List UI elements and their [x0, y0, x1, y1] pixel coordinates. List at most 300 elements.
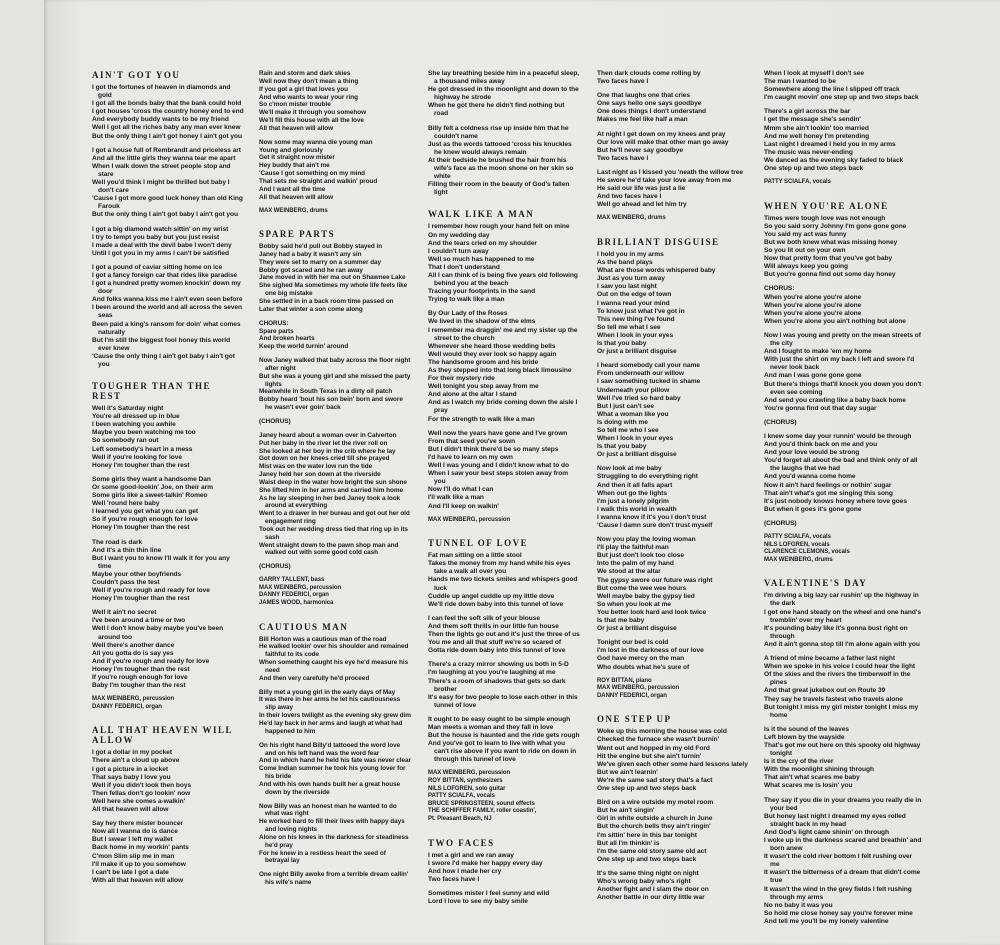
- lyric-line: For their mystery ride: [428, 375, 495, 383]
- credit-line: Pt. Pleasant Beach, NJ: [428, 816, 492, 822]
- lyric-line: Get it straight now mister: [259, 154, 335, 162]
- lyric-line: I wanna know if it's you I don't trust: [597, 513, 707, 521]
- lyric-line: No no baby it was you: [764, 901, 833, 909]
- lyric-line: Well if you're rough and ready for love: [92, 587, 210, 595]
- lyric-line: And if you're rough and ready for love: [92, 657, 210, 665]
- lyric-line: She looked at her boy in the crib where he lay: [259, 447, 396, 455]
- lyric-line: Man meets a woman and they fall in love: [428, 723, 554, 731]
- lyric-line: That ain't what scares me baby: [764, 774, 860, 782]
- lyric-line: And me well honey I'm pretending: [764, 132, 870, 140]
- lyric-stanza: [764, 520, 922, 528]
- lyric-line: They were set to marry on a summer day: [259, 258, 382, 266]
- lyric-line: Checked the furnace she wasn't burnin': [597, 736, 720, 744]
- lyric-line: Who's wrong baby who's right: [597, 877, 691, 885]
- song-section: [597, 714, 749, 902]
- lyric-line: Bird on a wire outside my motel room: [597, 799, 714, 807]
- lyric-stanza: [597, 251, 749, 356]
- lyric-line: I'm the same old story same old act: [597, 847, 707, 855]
- lyric-line: I got a hundred pretty women knockin' down my door: [92, 280, 241, 296]
- lyric-line: Another battle in our dirty little war: [597, 894, 705, 902]
- lyric-stanza: [259, 139, 411, 202]
- lyric-line: With the moonlight shining through: [764, 766, 874, 774]
- lyric-line: When I saw your best steps stolen away from you: [428, 470, 569, 486]
- lyric-line: Then fellas don't go lookin' now: [92, 789, 191, 797]
- lyric-line: But I'm still the biggest fool honey this world ever knew: [92, 336, 231, 352]
- lyric-column-2: [259, 70, 411, 899]
- lyric-line: I couldn't turn away: [428, 247, 489, 255]
- lyric-line: Alone on his knees in the darkness for steadiness he'd pray: [259, 833, 409, 849]
- song-title: CAUTIOUS MAN: [259, 621, 349, 632]
- lyric-stanza: [764, 70, 922, 102]
- lyric-stanza: [428, 615, 580, 655]
- lyric-line: Who doubts what he's sure of: [597, 663, 690, 671]
- lyric-line: It's easy for two people to lose each other in this tunnel of love: [428, 693, 578, 709]
- song-title: AIN'T GOT YOU: [92, 70, 181, 80]
- lyric-line: Well I don't know baby maybe you've been around too: [92, 625, 224, 641]
- lyric-line: Just as you turn away: [597, 275, 665, 283]
- lyric-line: Makes me feel like half a man: [597, 116, 688, 124]
- lyric-column-3: [428, 70, 580, 918]
- lyric-line: Times were tough love was not enough: [764, 214, 886, 222]
- lyric-line: One step up and two steps back: [597, 785, 697, 793]
- lyric-line: She settled in in a back room time passed on: [259, 298, 394, 305]
- lyric-line: The road is dark: [92, 538, 143, 546]
- lyric-line: Couldn't pass the test: [92, 578, 160, 586]
- lyric-line: Is doing with me: [597, 418, 648, 426]
- lyric-line: We'll make it through you somehow: [259, 109, 366, 117]
- lyric-column-4: [597, 70, 749, 914]
- lyric-line: But the only thing I ain't got honey I ain't got you: [92, 132, 242, 140]
- lyric-line: From that seed you've sown: [428, 437, 516, 445]
- lyric-line: And I want all the time: [259, 185, 326, 193]
- lyric-line: It ought to be easy ought to be simple enough: [428, 715, 571, 723]
- lyric-line: All that heaven will allow: [259, 193, 333, 201]
- lyric-line: There ain't a cloud up above: [92, 757, 180, 765]
- lyric-line: Last night I dreamed I held you in my arms: [764, 140, 896, 148]
- lyric-line: Filling their room in the beauty of God's fallen light: [428, 181, 570, 197]
- lyric-line: I remember ma draggin' me and my sister up the street to the church: [428, 326, 578, 342]
- credit-line: MAX WEINBERG, percussion: [597, 685, 680, 692]
- song-title: TWO FACES: [428, 837, 495, 848]
- lyric-line: One night Billy awoke from a terrible dream callin' his wife's name: [259, 871, 409, 887]
- lyric-line: Some girls like a sweet-talkin' Romeo: [92, 492, 208, 500]
- lyric-line: But we ain't learnin': [597, 768, 658, 776]
- lyric-line: Now it ain't hard feelings or nothin' sugar: [764, 481, 892, 489]
- credit-line: ROY BITTAN, piano: [597, 677, 652, 684]
- lyric-line: Janey held her son down at the riverside: [259, 471, 381, 479]
- song-section: [259, 229, 411, 607]
- lyric-line: Well would they ever look so happy again: [428, 350, 557, 358]
- lyric-line: Of the skies and the rivers the timberwolf in the pines: [764, 671, 911, 687]
- lyric-line: Went to a drawer in her bureau and got out her old engagement ring: [259, 510, 410, 526]
- lyric-stanza: [428, 70, 580, 119]
- lyric-line: You'd forget all about the bad and think only of all the laughs that we had: [764, 457, 918, 473]
- lyric-line: But the house is haunted and the ride gets rough: [428, 732, 580, 740]
- lyric-line: And how I made her cry: [428, 867, 502, 875]
- lyric-line: Now that pretty form that you've got baby: [764, 255, 893, 263]
- lyric-line: Tonight our bed is cold: [597, 639, 669, 647]
- song-section: [428, 70, 580, 197]
- lyric-line: The man I wanted to be: [764, 78, 836, 86]
- credit-line: MAX WEINBERG, percussion: [428, 770, 511, 777]
- lyric-stanza: [92, 539, 244, 604]
- lyric-line: You better look hard and look twice: [597, 608, 707, 616]
- lyric-line: Went out and hopped in my old Ford: [597, 744, 710, 752]
- lyric-line: Been paid a king's ransom for doin' what comes naturally: [92, 320, 241, 336]
- lyric-line: If you got a girl that loves you: [259, 85, 348, 93]
- lyric-stanza: [92, 609, 244, 690]
- lyric-line: CHORUS:: [259, 319, 289, 327]
- credit-line: PATTY SCIALFA, vocals: [428, 793, 495, 800]
- lyric-line: So tell me what I see: [597, 323, 661, 331]
- lyric-column-1: [92, 70, 244, 897]
- lyric-line: Well I've tried so hard baby: [597, 394, 681, 402]
- lyric-line: Baby I'm tougher than the rest: [92, 682, 186, 690]
- musician-credits: [428, 770, 580, 823]
- lyric-line: If you're rough enough for love: [92, 674, 188, 681]
- lyric-line: I got a house full of Rembrandt and priceless art: [92, 146, 241, 154]
- lyric-line: In their lovers twilight as the evening sky grew dim: [259, 712, 411, 720]
- lyric-line: Takes the money from my hand while his eyes take a walk all over you: [428, 560, 571, 576]
- lyric-line: It's just nobody knows honey where love goes: [764, 497, 907, 505]
- lyric-line: Well there's another dance: [92, 641, 175, 649]
- lyric-line: And you'd think back on me and you: [764, 441, 878, 449]
- lyric-line: I heard somebody call your name: [597, 362, 700, 370]
- lyric-line: One does things I don't understand: [597, 108, 707, 116]
- lyric-line: Well it ain't no secret: [92, 609, 157, 617]
- lyric-stanza: [92, 264, 244, 369]
- lyric-line: When out go the lights: [597, 489, 667, 497]
- lyric-line: When you're alone you ain't nothing but alone: [764, 317, 906, 325]
- lyric-line: Honey I'm tougher than the rest: [92, 595, 190, 603]
- lyric-line: She lay breathing beside him in a peaceful sleep, a thousand miles away: [428, 70, 580, 86]
- lyric-line: Honey I'm tougher than the rest: [92, 461, 190, 469]
- lyric-line: And then it all falls apart: [597, 481, 673, 489]
- lyric-line: You're gonna find out that day sugar: [764, 404, 877, 412]
- musician-credits: [764, 179, 922, 187]
- lyric-stanza: [259, 418, 411, 426]
- lyric-line: And who wants to wear your ring: [259, 93, 358, 101]
- credit-line: DANNY FEDERICI, organ: [259, 592, 329, 599]
- lyric-line: There's a crazy mirror showing us both in 5-D: [428, 661, 569, 669]
- credit-line: DANNY FEDERICI, organ: [92, 703, 162, 710]
- credit-line: MAX WEINBERG, drums: [259, 207, 328, 214]
- lyric-line: Now Janey walked that baby across the floor night after night: [259, 357, 411, 372]
- lyric-line: Well if you didn't look then boys: [92, 781, 192, 789]
- lyric-line: Left somebody's heart in a mess: [92, 445, 193, 453]
- lyric-line: She lifted him in her arms and carried him home: [259, 486, 403, 494]
- song-title: WALK LIKE A MAN: [428, 209, 535, 220]
- lyric-line: Is it the cry of the river: [764, 758, 834, 766]
- lyric-column-5: [764, 70, 922, 938]
- credit-line: GARRY TALLENT, bass: [259, 577, 325, 584]
- musician-credits: [259, 577, 411, 607]
- lyric-stanza: [597, 131, 749, 163]
- lyric-line: But I didn't think there'd be so many steps: [428, 445, 559, 453]
- lyric-line: One says hello one says goodbye: [597, 100, 702, 108]
- lyric-line: Two faces have I: [597, 154, 649, 162]
- lyric-line: At their bedside he brushed the hair from his wife's face as the moon shone on her skin so white: [428, 156, 574, 181]
- lyric-line: Left blown by the wayside: [764, 733, 845, 741]
- lyric-line: Well it's Saturday night: [92, 405, 164, 413]
- lyric-line: There's a room of shadows that gets so dark brother: [428, 677, 566, 693]
- lyric-line: But all I'm thinkin' is: [597, 839, 660, 847]
- lyric-line: Janey heard about a woman over in Calverton: [259, 431, 397, 439]
- lyric-line: Struggling to do everything right: [597, 473, 698, 481]
- lyric-line: Is that you baby: [597, 443, 647, 451]
- musician-credits: [428, 517, 580, 525]
- lyric-stanza: [92, 405, 244, 470]
- lyric-line: When I walk down the street people stop and stare: [92, 162, 231, 178]
- lyric-line: All I can think of is being five years old following behind you at the beach: [428, 271, 578, 288]
- lyric-line: And that great jukebox out on Route 39: [764, 687, 886, 695]
- lyric-line: Billy felt a coldness rise up inside him that he couldn't name: [428, 124, 569, 140]
- lyric-line: For the strength to walk like a man: [428, 415, 535, 423]
- lyric-stanza: [764, 726, 922, 791]
- lyric-line: That ain't what's got me singing this song: [764, 489, 893, 497]
- lyric-line: Well maybe baby the gypsy lied: [597, 592, 695, 600]
- lyric-line: With just the shirt on my back I left and swore I'd never look back: [764, 356, 915, 372]
- lyric-line: Well you'd think I might be thrilled but baby I don't care: [92, 179, 230, 195]
- lyric-line: When you're alone you're alone: [764, 301, 862, 309]
- song-section: [92, 725, 244, 885]
- lyric-line: But the church bells they ain't ringin': [597, 823, 711, 831]
- song-section: [428, 838, 580, 907]
- lyric-line: Cuddle up angel cuddle up my little dove: [428, 592, 555, 600]
- lyric-line: That's got me out here on this spooky old highway tonight: [764, 741, 921, 758]
- lyric-line: As they stepped into that long black limousine: [428, 367, 572, 374]
- lyric-line: Mist was on the water low run the tide: [259, 463, 373, 471]
- lyric-line: Well I got all the riches baby any man ever knew: [92, 124, 241, 132]
- lyric-line: Now I'll do what I can: [428, 486, 494, 494]
- lyric-line: And as I watch my bride coming down the aisle I pray: [428, 399, 578, 415]
- lyric-line: What scares me is losin' you: [764, 782, 853, 790]
- lyric-line: Honey I'm tougher than the rest: [92, 524, 190, 532]
- song-section: [597, 70, 749, 223]
- lyric-line: And with his own hands built her a great house down by the riverside: [259, 780, 401, 796]
- lyric-line: Got down on her knees cried till she prayed: [259, 455, 390, 463]
- lyric-line: We'll fill this house with all the love: [259, 117, 364, 125]
- lyric-line: But I want you to know I'll walk it for you any time: [92, 554, 230, 570]
- lyric-line: I've been around a time or two: [92, 617, 186, 625]
- lyric-stanza: [92, 226, 244, 258]
- lyric-line: I got a big diamond watch sittin' on my wrist: [92, 225, 229, 233]
- lyric-line: Somewhere along the line I slipped off track: [764, 86, 900, 94]
- lyric-line: Maybe you been watching me too: [92, 429, 196, 437]
- lyric-line: But tonight I miss my girl mister tonight I miss my home: [764, 703, 919, 719]
- lyric-line: Or just a brilliant disguise: [597, 348, 677, 356]
- lyric-line: CHORUS:: [764, 285, 795, 293]
- song-section: [764, 578, 922, 926]
- lyric-stanza: [428, 430, 580, 511]
- lyric-line: And you'd wanna come home: [764, 473, 856, 481]
- song-section: [259, 622, 411, 887]
- lyric-line: I learned you get what you can get: [92, 508, 199, 516]
- lyric-line: When I look in your eyes: [597, 435, 674, 443]
- lyric-line: I got all the bonds baby that the bank could hold: [92, 100, 242, 108]
- lyric-line: I saw something tucked in shame: [597, 378, 701, 386]
- song-section: [597, 237, 749, 700]
- lyric-stanza: [597, 728, 749, 793]
- lyric-line: It was there in her arms he let his cautiousness slip away: [259, 696, 401, 712]
- lyric-line: Mmm she ain't lookin' too married: [764, 124, 869, 132]
- credit-line: CLARENCE CLEMONS, vocals: [764, 549, 850, 556]
- lyric-line: And it ain't gonna stop till I'm alone again with you: [764, 640, 920, 648]
- lyric-line: We're the same sad story that's a fact: [597, 776, 713, 784]
- lyric-line: But I swear I left my wallet: [92, 836, 173, 844]
- lyric-line: Trying to walk like a man: [428, 296, 505, 304]
- lyric-line: I saw you last night: [597, 283, 657, 291]
- lyric-line: Two faces have I: [597, 78, 649, 86]
- lyric-line: Another fight and I slam the door on: [597, 886, 709, 894]
- song-title: TOUGHER THAN THE REST: [92, 381, 212, 402]
- lyric-line: I made a deal with the devil babe I won't deny: [92, 241, 232, 249]
- lyric-stanza: [764, 592, 922, 649]
- lyric-line: I'm just a lonely pilgrim: [597, 497, 669, 505]
- lyric-line: I hold you in my arms: [597, 251, 664, 258]
- lyric-line: I got the fortunes of heaven in diamonds and gold: [92, 84, 231, 100]
- lyric-stanza: [259, 357, 411, 412]
- lyric-line: Is that me baby: [597, 617, 645, 625]
- lyric-stanza: [428, 852, 580, 884]
- lyric-line: C'mon Slim slip me in man: [92, 852, 175, 860]
- lyric-line: To know just what I've got in: [597, 307, 685, 315]
- lyric-line: Well here she comes a-walkin': [92, 797, 186, 805]
- lyric-line: I swore I'd make her happy every day: [428, 859, 543, 867]
- lyric-line: But just don't look too close: [597, 552, 684, 560]
- lyric-line: And you've got to learn to live with what you can't rise above if you want to ride on down in through this tunnel of love: [428, 740, 577, 764]
- lyric-line: Come Indian summer he took his young lover for his bride: [259, 765, 406, 781]
- lyric-line: That sets me straight and walkin' proud: [259, 177, 378, 185]
- lyric-line: When I look at myself I don't see: [764, 70, 864, 77]
- song-title: ALL THAT HEAVEN WILL ALLOW: [92, 725, 233, 746]
- lyric-line: Well now they don't mean a thing: [259, 77, 359, 85]
- lyric-line: And tell me you'll be my lonely valentine: [764, 917, 889, 925]
- lyric-line: Hit the engine but she ain't turnin': [597, 752, 702, 760]
- lyric-line: Whenever she heard those wedding bells: [428, 342, 556, 350]
- lyric-line: It wasn't the bitterness of a dream that didn't come true: [764, 869, 921, 885]
- lyric-line: I walk this world in wealth: [597, 505, 677, 513]
- lyric-line: When you're alone you're alone: [764, 293, 862, 301]
- lyric-line: I get the message she's sendin': [764, 116, 861, 124]
- lyric-line: But he ain't singin': [597, 807, 655, 815]
- lyric-line: What a woman like you: [597, 410, 669, 418]
- lyric-line: Honey I'm tougher than the rest: [92, 665, 190, 673]
- lyric-line: Just as the words tattooed 'cross his knuckles he knew would always remain: [428, 140, 572, 156]
- lyric-line: But we both knew what was missing honey: [764, 239, 898, 246]
- song-title: VALENTINE'S DAY: [764, 578, 868, 589]
- lyric-line: I been around the world and all across the seven seas: [92, 304, 243, 320]
- lyric-line: Spare parts: [259, 327, 294, 335]
- lyric-line: You me and all that stuff we're so scared of: [428, 639, 561, 647]
- lyric-line: 'Cause I damn sure don't trust myself: [597, 522, 713, 529]
- lyric-line: So c'mon mister trouble: [259, 101, 331, 109]
- lyric-line: Back home in my workin' pants: [92, 844, 189, 852]
- lyric-line: I got one hand steady on the wheel and one hand's tremblin' over my heart: [764, 608, 922, 624]
- lyric-line: So you lit out on your own: [764, 247, 846, 255]
- lyric-line: That says baby I love you: [92, 773, 171, 781]
- lyric-line: Fat man sitting on a little stool: [428, 552, 522, 560]
- lyric-line: I'm caught movin' one step up and two steps back: [764, 94, 919, 102]
- lyric-line: But the only thing I ain't got baby I ain't got you: [92, 211, 239, 219]
- lyric-line: (CHORUS): [764, 418, 797, 426]
- lyric-line: I'm driving a big lazy car rushin' up the highway in the dark: [764, 592, 919, 608]
- lyric-line: Sometimes mister I feel sunny and wild: [428, 889, 550, 897]
- credit-line: NILS LOFGREN, solo guitar: [428, 785, 506, 792]
- lyric-line: Hey buddy that ain't me: [259, 162, 330, 170]
- lyric-line: He worked hard to fill their lives with happy days and loving nights: [259, 818, 405, 834]
- lyric-stanza: [259, 689, 411, 736]
- lyric-line: Two faces have I: [428, 875, 480, 883]
- lyric-line: You said my act was funny: [764, 230, 847, 238]
- lyric-stanza: [259, 243, 411, 314]
- credit-line: DANNY FEDERICI, organ: [597, 692, 667, 699]
- lyric-line: And man I was gone gone gone: [764, 372, 862, 380]
- lyric-line: We've given each other some hard lessons lately: [597, 760, 748, 768]
- lyric-stanza: [764, 797, 922, 927]
- lyric-line: Well so much has happened to me: [428, 255, 535, 263]
- lyric-stanza: [597, 536, 749, 633]
- lyric-line: Some girls they want a handsome Dan: [92, 475, 211, 483]
- lyric-line: Girl in white outside a church in June: [597, 815, 713, 823]
- credit-line: MAX WEINBERG, drums: [764, 556, 833, 563]
- lyric-line: And I fought to make 'em my home: [764, 348, 872, 356]
- lyric-line: 'Cause I got more good luck honey than old King Farouk: [92, 195, 243, 211]
- lyric-stanza: [597, 870, 749, 902]
- lyric-line: Later that winter a son come along: [259, 305, 363, 313]
- lyric-line: They say if you die in your dreams you really die in your bed: [764, 796, 922, 812]
- lyric-line: And broken hearts: [259, 335, 315, 343]
- lyric-line: As the band plays: [597, 259, 653, 267]
- lyric-line: I got houses 'cross the country honey end to end: [92, 108, 244, 116]
- lyric-line: Bobby heard 'bout his son bein' born and swore he wasn't ever goin' back: [259, 396, 403, 412]
- lyric-line: And then very carefully he'd proceed: [259, 674, 370, 682]
- lyric-line: Tracing your footprints in the sand: [428, 288, 536, 296]
- lyric-line: From underneath our willow: [597, 370, 684, 378]
- credit-line: ROY BITTAN, synthesizers: [428, 778, 503, 785]
- lyric-line: I'll make it up to you somehow: [92, 860, 186, 868]
- song-section: [92, 381, 244, 711]
- musician-credits: [597, 678, 749, 701]
- lyric-line: Keep the world turnin' around: [259, 343, 349, 351]
- song-title: WHEN YOU'RE ALONE: [764, 200, 889, 211]
- lyric-stanza: [428, 890, 580, 906]
- lyric-line: Well if you're looking for love: [92, 453, 183, 461]
- lyric-stanza: [259, 803, 411, 866]
- lyric-line: We lived in the shadow of the elms: [428, 318, 536, 326]
- lyric-line: It's pounding baby like it's gonna bust right on through: [764, 624, 908, 640]
- lyric-line: I'll walk like a man: [428, 494, 484, 502]
- lyric-line: But come the wee wee hours: [597, 584, 687, 592]
- lyric-line: Went straight down to the pawn shop man and walked out with some good cold cash: [259, 541, 399, 557]
- lyric-line: When he got there he didn't find nothing but road: [428, 102, 565, 118]
- lyric-stanza: [764, 419, 922, 427]
- lyric-line: All you gotta do is say yes: [92, 649, 174, 657]
- lyric-line: When something caught his eye he'd measure his need: [259, 659, 409, 674]
- credit-line: NILS LOFGREN, vocals: [764, 541, 830, 548]
- lyric-stanza: [259, 432, 411, 558]
- lyric-line: He said our life was just a lie: [597, 185, 686, 193]
- lyric-line: The handsome groom and his bride: [428, 358, 539, 366]
- lyric-line: I got a dollar in my pocket: [92, 749, 172, 757]
- lyric-line: Or just a brilliant disguise: [597, 625, 677, 633]
- lyric-line: It wasn't the wind in the grey fields I felt rushing through my arms: [764, 885, 912, 901]
- lyric-line: We stood at the altar: [597, 568, 661, 576]
- lyric-stanza: [597, 70, 749, 86]
- lyric-line: When I look in your eyes: [597, 331, 674, 339]
- lyric-line: But she was a young girl and she missed the party lights: [259, 372, 411, 388]
- lyric-stanza: [259, 871, 411, 887]
